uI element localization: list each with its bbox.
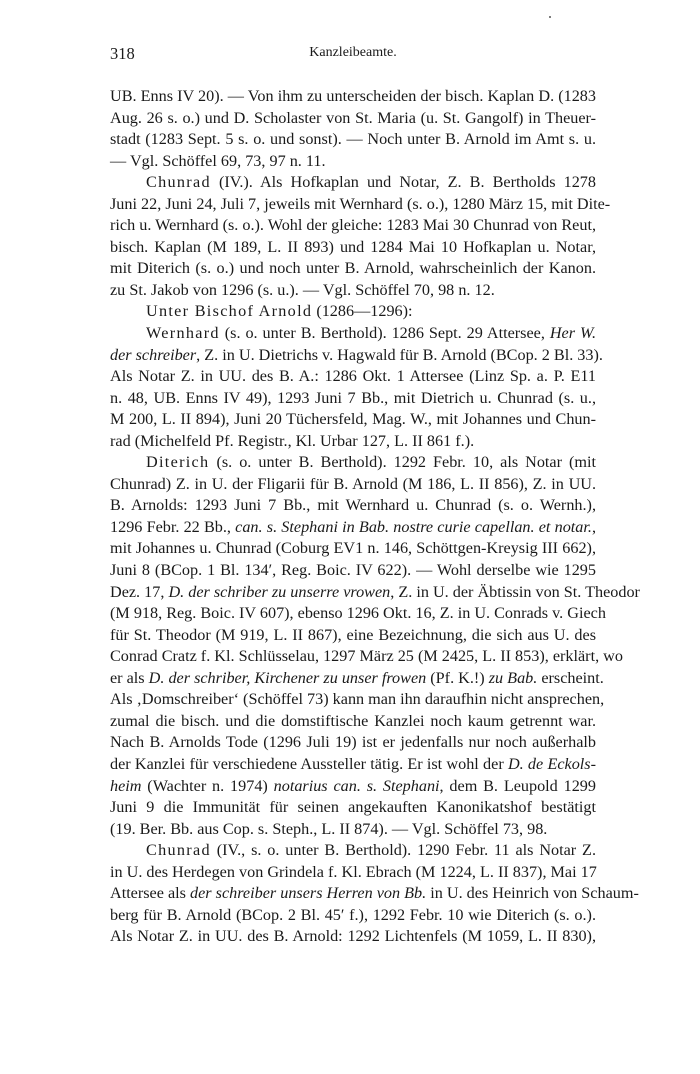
speck-mark <box>549 16 551 18</box>
italic-text: D. der schriber zu unserre vrowen <box>168 582 391 601</box>
text-line <box>110 474 596 496</box>
text-line <box>110 366 596 388</box>
text-segment: rad (Michelfeld Pf. Registr., Kl. Urbar 127, L. II 861 f.). <box>110 431 475 450</box>
text-segment: (M 918, Reg. Boic. IV 607), ebenso 1296 Okt. 16, Z. in U. Conrads v. Giech <box>110 604 606 623</box>
text-segment: UB. Enns IV 20). — Von ihm zu unterscheiden der bisch. Kaplan D. (1283 <box>110 87 596 105</box>
text-line <box>110 431 596 453</box>
text-body <box>110 86 640 948</box>
text-line <box>110 538 596 560</box>
text-segment: — Vgl. Schöffel 69, 73, 97 n. 11. <box>110 151 326 170</box>
italic-text: der schreiber <box>110 345 197 364</box>
text-segment: stadt (1283 Sept. 5 s. o. und sonst). — Noch unter B. Arnold im Amt s. u. <box>110 130 596 149</box>
text-segment: zumal die bisch. und die domstiftische Kanzlei noch kaum getrennt war. <box>110 711 596 730</box>
text-line <box>110 301 596 323</box>
text-segment: (s. o. unter B. Berthold). 1286 Sept. 29 Attersee, <box>219 324 550 343</box>
text-line <box>110 151 596 173</box>
text-segment: in U. des Herdegen von Grindela f. Kl. Ebrach (M 1224, L. II 837), Mai 17 <box>110 862 597 881</box>
text-segment: erscheint. <box>537 668 604 687</box>
text-line <box>110 258 596 280</box>
text-segment: Aug. 26 s. o.) und D. Scholaster von St. Maria (u. St. Gangolf) in Theuer- <box>110 108 596 127</box>
text-segment: Juni 22, Juni 24, Juli 7, jeweils mit Wernhard (s. o.), 1280 März 15, mit Dite- <box>110 194 611 213</box>
text-segment: mit Johannes u. Chunrad (Coburg EV1 n. 146, Schöttgen-Kreysig III 662), <box>110 539 596 558</box>
italic-text: Her W. <box>549 324 596 343</box>
text-segment: Juni 8 (BCop. 1 Bl. 134′, Reg. Boic. IV 622). — Wohl derselbe wie 1295 <box>110 561 596 580</box>
running-title: Kanzleibeamte. <box>309 45 397 60</box>
text-segment: Juni 9 die Immunität für seinen angekauften Kanonikatshof bestätigt <box>110 798 596 817</box>
text-segment: (19. Ber. Bb. aus Cop. s. Steph., L. II 874). — Vgl. Schöffel 73, 98. <box>110 819 548 838</box>
text-segment: 1296 Febr. 22 Bb., <box>110 517 236 536</box>
spaced-name: Chunrad <box>146 841 211 860</box>
text-line <box>110 388 596 410</box>
text-segment: n. 48, UB. Enns IV 49), 1293 Juni 7 Bb., mit Dietrich u. Chunrad (s. u., <box>110 388 596 407</box>
text-segment: Conrad Cratz f. Kl. Schlüsselau, 1297 März 25 (M 2425, L. II 853), erklärt, wo <box>110 647 623 666</box>
text-line <box>110 797 596 819</box>
text-segment: B. Arnolds: 1293 Juni 7 Bb., mit Wernhard u. Chunrad (s. o. Wernh.), <box>110 496 596 515</box>
text-line <box>110 625 596 647</box>
spaced-name: Chunrad <box>146 173 211 192</box>
text-segment: , Z. in U. der Äbtissin von St. Theodor <box>390 582 640 601</box>
text-segment: rich u. Wernhard (s. o.). Wohl der gleiche: 1283 Mai 30 Chunrad von Reut, <box>110 216 596 235</box>
spaced-name: Wernhard <box>146 324 220 343</box>
text-line <box>110 280 596 302</box>
italic-text: der schreiber unsers Herren von Bb. <box>190 884 427 903</box>
page-header <box>110 44 596 64</box>
text-line <box>110 517 596 539</box>
text-segment: mit Diterich (s. o.) und noch unter B. Arnold, wahrscheinlich der Kanon. <box>110 259 596 278</box>
text-line <box>110 495 596 517</box>
italic-text: D. der schriber, Kirchener zu unser frowen <box>148 668 427 687</box>
text-segment: Attersee als <box>110 884 191 903</box>
text-segment: bisch. Kaplan (M 189, L. II 893) und 1284 Mai 10 Hofkaplan u. Notar, <box>110 237 596 256</box>
text-segment: , dem B. Leupold 1299 <box>439 776 596 795</box>
text-segment: Dez. 17, <box>110 582 169 601</box>
text-segment: (Wachter n. 1974) <box>141 776 274 795</box>
text-line <box>110 215 596 237</box>
text-segment: für St. Theodor (M 919, L. II 867), eine Bezeichnung, die sich aus U. des <box>110 625 596 644</box>
text-segment: Als ‚Domschreiber‘ (Schöffel 73) kann man ihn daraufhin nicht ansprechen, <box>110 690 605 709</box>
text-line <box>110 237 596 259</box>
text-line <box>110 129 596 151</box>
text-line <box>110 776 596 798</box>
text-line <box>110 194 611 216</box>
text-segment: der Kanzlei für verschiedene Aussteller tätig. Er ist wohl der <box>110 754 508 773</box>
text-segment: Chunrad) Z. in U. der Fligarii für B. Arnold (M 186, L. II 856), Z. in UU. <box>110 474 596 493</box>
text-line <box>110 905 596 927</box>
spaced-name: Diterich <box>146 453 210 472</box>
text-segment: Als Notar Z. in UU. des B. Arnold: 1292 Lichtenfels (M 1059, L. II 830), <box>110 927 596 946</box>
italic-text: notarius can. s. Stephani <box>273 776 440 795</box>
text-line <box>110 646 623 668</box>
italic-text: zu Bab. <box>488 668 538 687</box>
text-line <box>110 560 596 582</box>
text-segment: Als Notar Z. in UU. des B. A.: 1286 Okt. 1 Attersee (Linz Sp. a. P. E11 <box>110 367 596 386</box>
text-line <box>110 819 596 841</box>
text-line <box>110 883 639 905</box>
page-number: 318 <box>110 44 135 63</box>
text-line <box>110 754 596 776</box>
text-line <box>110 108 596 130</box>
text-segment: (s. o. unter B. Berthold). 1292 Febr. 10, als Notar (mit <box>209 453 596 472</box>
text-line <box>110 732 596 754</box>
text-segment: (Pf. K.!) <box>426 668 489 687</box>
text-line <box>110 452 596 474</box>
text-line <box>110 862 596 884</box>
italic-text: heim <box>110 776 142 795</box>
text-line <box>110 711 596 733</box>
text-segment: M 200, L. II 894), Juni 20 Tüchersfeld, Mag. W., mit Johannes und Chun- <box>110 410 596 429</box>
text-line <box>110 668 604 690</box>
text-line <box>110 86 596 108</box>
text-segment: er als <box>110 668 149 687</box>
text-line <box>110 840 596 862</box>
text-line <box>110 689 605 711</box>
text-line <box>110 323 596 345</box>
text-line <box>110 582 640 604</box>
text-segment: (1286—1296): <box>312 302 413 321</box>
text-line <box>110 172 596 194</box>
italic-text: can. s. Stephani in Bab. nostre curie capellan. et notar. <box>235 517 592 536</box>
text-line <box>110 926 596 948</box>
text-segment: , <box>591 517 596 536</box>
text-segment: Nach B. Arnolds Tode (1296 Juli 19) ist er jedenfalls nur noch außerhalb <box>110 733 596 752</box>
text-segment: (IV.). Als Hofkaplan und Notar, Z. B. Bertholds 1278 <box>210 173 596 192</box>
text-segment: zu St. Jakob von 1296 (s. u.). — Vgl. Schöffel 70, 98 n. 12. <box>110 280 495 299</box>
text-line <box>110 603 606 625</box>
italic-text: D. de Eckols- <box>507 754 596 773</box>
text-segment: in U. des Heinrich von Schaum- <box>426 884 639 903</box>
spaced-name: Unter Bischof Arnold <box>146 302 313 321</box>
text-line <box>110 345 603 367</box>
text-line <box>110 409 596 431</box>
text-segment: berg für B. Arnold (BCop. 2 Bl. 45′ f.), 1292 Febr. 10 wie Diterich (s. o.). <box>110 905 596 924</box>
text-segment: (IV., s. o. unter B. Berthold). 1290 Febr. 11 als Notar Z. <box>210 841 596 860</box>
text-segment: , Z. in U. Dietrichs v. Hagwald für B. Arnold (BCop. 2 Bl. 33). <box>196 345 603 364</box>
